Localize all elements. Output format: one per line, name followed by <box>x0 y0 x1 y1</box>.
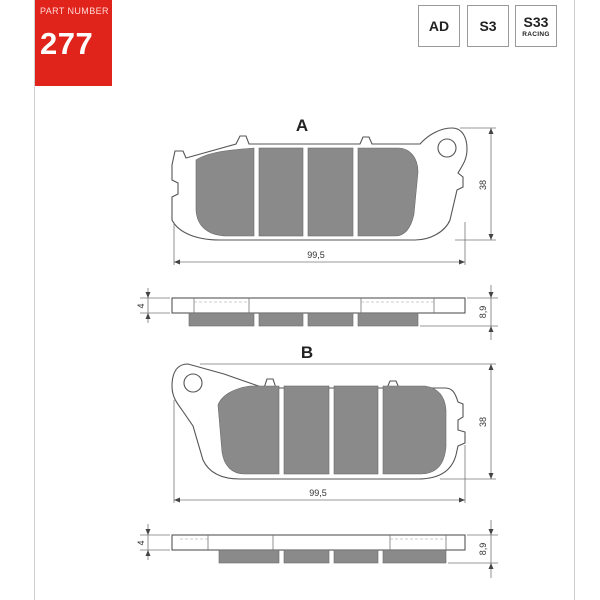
arrow-icon <box>489 563 494 569</box>
pad-b-side-view <box>136 520 498 578</box>
part-number-value: 277 <box>40 26 94 61</box>
part-number-label: PART NUMBER <box>40 6 109 16</box>
arrow-icon <box>146 550 151 556</box>
arrow-icon <box>459 260 465 265</box>
arrow-icon <box>489 292 494 298</box>
pad-b-letter: B <box>300 343 314 362</box>
pad-a-friction-block <box>358 148 418 236</box>
arrow-icon <box>146 292 151 298</box>
pad-a-side-view <box>136 285 498 340</box>
pad-b-friction-block <box>334 386 378 474</box>
pad-a-plate-thickness-label: 4 <box>136 303 146 309</box>
arrow-icon <box>489 364 494 370</box>
pad-b-plate-thickness-label: 4 <box>136 540 146 546</box>
pad-b-side-friction-block <box>334 550 378 563</box>
pad-b-height-label: 38 <box>478 416 488 428</box>
pad-a-side-backing-plate <box>172 298 465 313</box>
pad-a-side-friction-block <box>189 313 254 326</box>
pad-a-friction-block <box>259 148 303 236</box>
compound-code: S33 <box>523 14 549 30</box>
pad-a-height-label: 38 <box>478 179 488 191</box>
pad-b-friction-block <box>284 386 329 474</box>
pad-a-total-thickness-label: 8,9 <box>478 305 488 319</box>
arrow-icon <box>489 234 494 240</box>
pad-b-total-thickness-label: 8,9 <box>478 542 488 556</box>
pad-b-friction-block <box>218 386 279 474</box>
pad-b-friction-block <box>383 386 446 474</box>
pad-a-front-view <box>172 116 496 265</box>
pad-b-side-backing-plate <box>172 535 465 550</box>
pad-b-side-friction-block <box>284 550 329 563</box>
arrow-icon <box>489 473 494 479</box>
arrow-icon <box>489 529 494 535</box>
arrow-icon <box>489 326 494 332</box>
arrow-icon <box>146 313 151 319</box>
pad-a-mounting-hole <box>438 139 456 157</box>
pad-b-width-label: 99,5 <box>309 488 327 498</box>
pad-a-friction-block <box>196 148 254 236</box>
pad-b-front-view <box>172 343 496 503</box>
compound-sub: RACING <box>522 31 550 38</box>
pad-a-side-friction-block <box>358 313 418 326</box>
arrow-icon <box>174 498 180 503</box>
arrow-icon <box>459 498 465 503</box>
pad-a-friction-block <box>308 148 353 236</box>
pad-b-side-friction-block <box>219 550 279 563</box>
pad-a-side-friction-block <box>308 313 353 326</box>
compound-code: AD <box>428 18 450 34</box>
pad-a-letter: A <box>295 116 309 135</box>
pad-b-side-friction-block <box>383 550 446 563</box>
pad-b-mounting-hole <box>184 374 202 392</box>
compound-code: S3 <box>479 18 497 34</box>
pad-a-side-friction-block <box>259 313 303 326</box>
arrow-icon <box>489 128 494 134</box>
pad-a-width-label: 99,5 <box>307 250 325 260</box>
arrow-icon <box>174 260 180 265</box>
arrow-icon <box>146 529 151 535</box>
